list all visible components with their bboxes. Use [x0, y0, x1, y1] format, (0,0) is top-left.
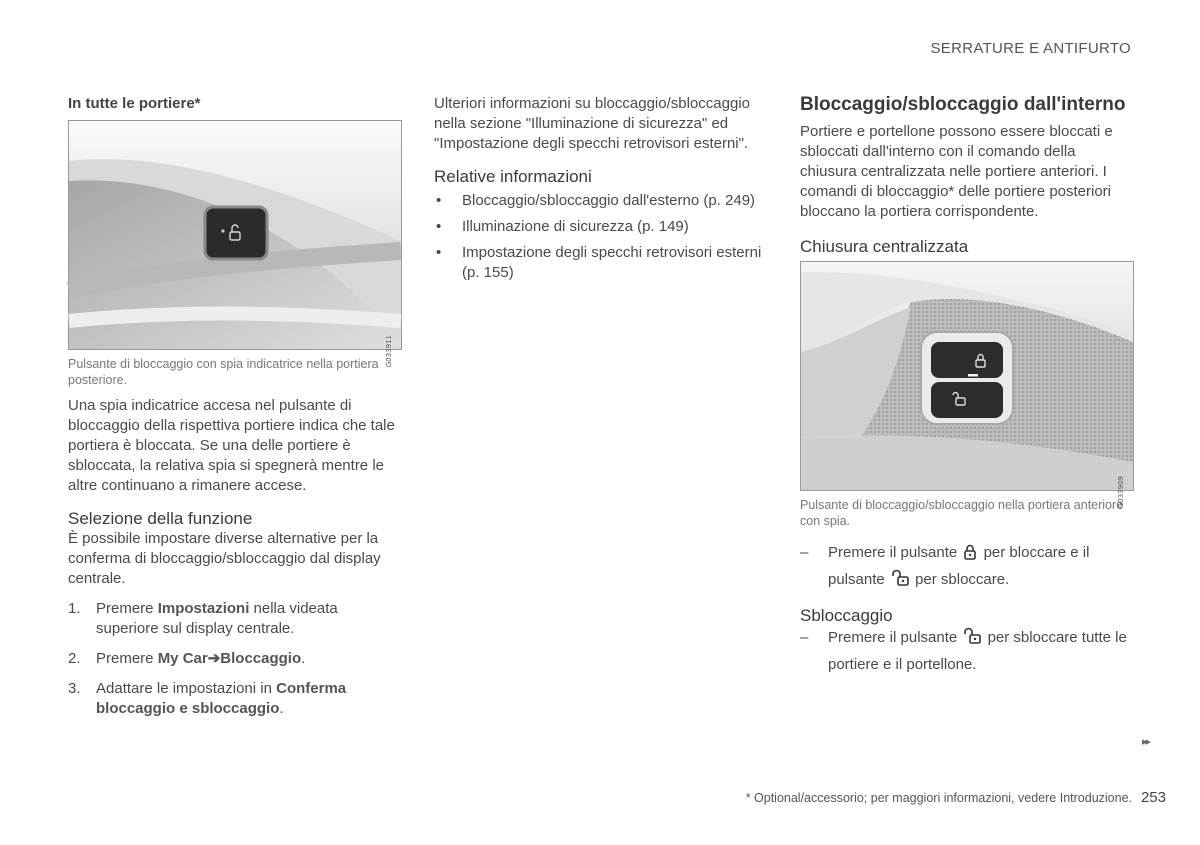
step-text: Premere il pulsante: [828, 544, 958, 561]
ui-label-settings: Impostazioni: [157, 600, 250, 617]
step-text: per bloccare e il pulsante: [828, 544, 1090, 588]
lock-closed-icon: [963, 544, 977, 568]
step-text: Premere il pulsante: [828, 629, 958, 646]
step-text: .: [279, 700, 284, 717]
heading-lock-from-inside: Bloccaggio/sbloccaggio dall'interno: [800, 94, 1126, 115]
function-selection-paragraph: È possibile impostare diverse alternative per la conferma di bloccaggio/sbloccaggio dal display centrale.: [68, 530, 381, 587]
step-3: [68, 679, 402, 719]
heading-related-info: Relative informazioni: [434, 167, 592, 186]
more-info-paragraph: Ulteriori informazioni su bloccaggio/sbloccaggio nella sezione "Illuminazione di sicurezza" ed "Impostazione degli specchi retrovisori esterni".: [434, 95, 750, 152]
related-info-list: [434, 191, 770, 283]
related-link[interactable]: • Bloccaggio/sbloccaggio dall'esterno (p. 249): [434, 191, 770, 211]
column-right: [800, 94, 1134, 677]
step-text: per sbloccare.: [915, 571, 1010, 588]
unlocking-step: [800, 626, 1134, 677]
arrow-right-icon: ➔: [207, 650, 221, 667]
figure-code: G033911: [385, 335, 393, 368]
heading-central-locking: Chiusura centralizzata: [800, 237, 969, 256]
front-door-panel-illustration: [801, 262, 1133, 490]
section-header: SERRATURE E ANTIFURTO: [930, 40, 1131, 57]
figure-caption: Pulsante di bloccaggio con spia indicatrice nella portiera posteriore.: [68, 357, 379, 387]
step-2: [68, 649, 402, 669]
step-text: Premere: [96, 650, 158, 667]
door-panel-illustration: [69, 121, 401, 349]
step-text: nella videata superiore sul display centrale.: [96, 600, 338, 637]
ui-label-locking: Bloccaggio: [220, 650, 302, 667]
indicator-paragraph: Una spia indicatrice accesa nel pulsante di bloccaggio della rispettiva portiere indica che tale portiera è bloccata. Se una delle portiere è sbloccata, la relativa spia si spegnerà mentre le altre continuano a rimanere accese.: [68, 397, 395, 494]
lock-open-icon: [963, 627, 981, 653]
footnote: * Optional/accessorio; per maggiori informazioni, vedere Introduzione.: [745, 791, 1132, 805]
dash-marker: –: [800, 544, 809, 561]
step-text: Adattare le impostazioni in: [96, 680, 277, 697]
continue-arrow-icon: ▸▸: [1141, 736, 1149, 748]
settings-steps: [68, 599, 402, 719]
heading-function-selection: Selezione della funzione: [68, 509, 253, 528]
lock-from-inside-paragraph: Portiere e portellone possono essere bloccati e sbloccati dall'interno con il comando della chiusura centralizzata nelle portiere anteriori. I comandi di bloccaggio* delle portiere posteriori bloccano la portiera corrispondente.: [800, 123, 1113, 220]
step-text: .: [301, 650, 306, 667]
related-link[interactable]: • Illuminazione di sicurezza (p. 149): [434, 217, 770, 237]
related-link[interactable]: • Impostazione degli specchi retrovisori esterni (p. 155): [434, 243, 770, 283]
step-text: Premere: [96, 600, 158, 617]
ui-label-confirm-locking: Conferma bloccaggio e sbloccaggio: [96, 680, 347, 717]
rear-door-lock-button-image: [68, 120, 402, 368]
heading-unlocking: Sbloccaggio: [800, 606, 893, 625]
heading-all-doors: In tutte le portiere*: [68, 95, 201, 112]
dash-marker: –: [800, 629, 809, 646]
figure-caption: Pulsante di bloccaggio/sbloccaggio nella portiera anteriore con spia.: [800, 498, 1124, 528]
lock-open-icon: [891, 569, 909, 595]
central-locking-step: [800, 541, 1134, 595]
figure-code: G033909: [1117, 476, 1125, 509]
ui-label-my-car: My Car: [157, 650, 208, 667]
step-number: 3.: [68, 680, 81, 697]
step-number: 1.: [68, 600, 81, 617]
step-1: [68, 599, 402, 639]
step-text: per sbloccare tutte le portiere e il portellone.: [828, 629, 1127, 673]
column-middle: [434, 94, 770, 289]
page-number: 253: [1140, 789, 1166, 806]
step-number: 2.: [68, 650, 81, 667]
front-door-lock-buttons-image: [800, 261, 1134, 509]
column-left: [68, 94, 402, 729]
